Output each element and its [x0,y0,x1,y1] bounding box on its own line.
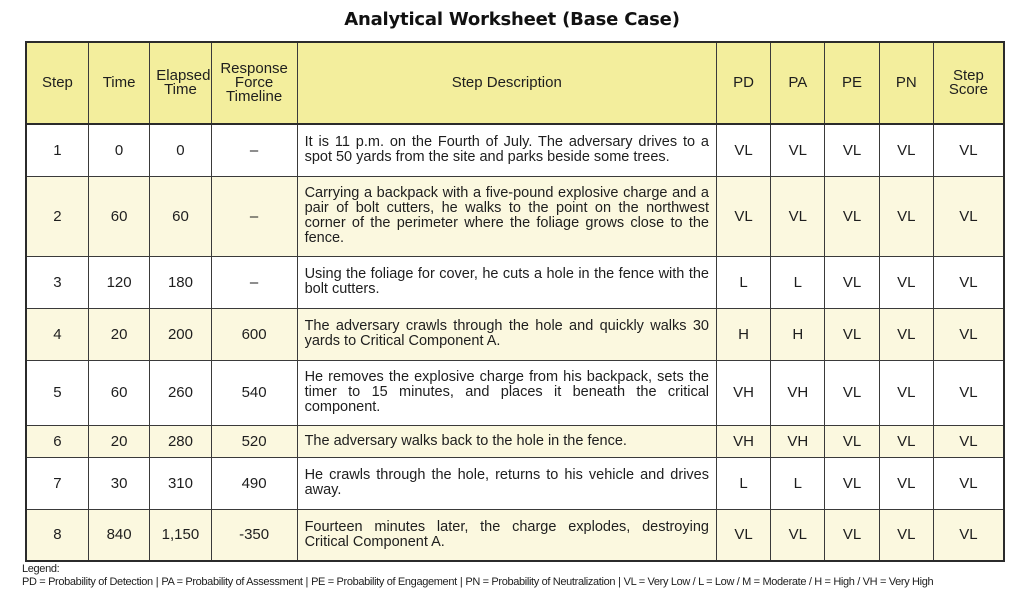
description-text: It is 11 p.m. on the Fourth of July. The adversary drives to a spot 50 yards from the site and parks beside some trees. [304,134,709,166]
legend-separator: | [618,576,621,588]
cell-time: 0 [88,124,149,176]
cell-elapsed-time: 60 [150,176,211,256]
table-row [26,360,1004,425]
table-row [26,308,1004,360]
table-row [26,176,1004,256]
cell-elapsed-time: 180 [150,256,211,308]
cell-pa: L [771,256,825,308]
cell-pd: VL [716,124,770,176]
cell-response-force: -350 [211,509,297,561]
cell-pa: VH [771,360,825,425]
cell-time: 60 [88,360,149,425]
description-text: Carrying a backpack with a five-pound explosive charge and a pair of bolt cutters, he walks to the point on the northwest corner of the perimeter where the foliage grows close to the fence. [304,185,709,246]
cell-response-force: 520 [211,425,297,457]
cell-pa: VH [771,425,825,457]
cell-time: 60 [88,176,149,256]
description-text: He removes the explosive charge from his backpack, sets the timer to 15 minutes, and places it beneath the critical component. [304,369,709,415]
legend-separator: | [459,576,463,588]
legend-items [22,576,933,589]
legend-item-levels: VL = Very Low / L = Low / M = Moderate / H = High / VH = Very High [623,576,934,588]
col-header-response-force-timeline: Response Force Timeline [211,42,297,124]
description-text: Using the foliage for cover, he cuts a hole in the fence with the bolt cutters. [304,266,709,297]
cell-elapsed-time: 0 [150,124,211,176]
cell-step-score: VL [933,457,1004,509]
cell-pd: L [716,457,770,509]
cell-step: 5 [26,360,88,425]
cell-step-score: VL [933,124,1004,176]
cell-description [297,425,716,457]
table-row [26,256,1004,308]
analytical-worksheet-table [25,41,1005,562]
cell-pe: VL [825,425,879,457]
legend-label: Legend: [22,563,60,575]
cell-response-force: – [211,176,297,256]
col-header-pe: PE [825,42,879,124]
cell-pa: VL [771,124,825,176]
cell-pd: VL [716,176,770,256]
cell-step: 8 [26,509,88,561]
cell-pd: VH [716,425,770,457]
col-header-pa: PA [771,42,825,124]
cell-pd: VH [716,360,770,425]
col-header-pd: PD [716,42,770,124]
header-row [26,42,1004,124]
cell-pa: VL [771,509,825,561]
cell-time: 840 [88,509,149,561]
cell-pn: VL [879,360,933,425]
cell-pn: VL [879,425,933,457]
cell-pe: VL [825,256,879,308]
cell-pn: VL [879,256,933,308]
cell-description [297,509,716,561]
legend-item-pa: PA = Probability of Assessment [161,576,303,588]
cell-time: 30 [88,457,149,509]
cell-description [297,360,716,425]
cell-elapsed-time: 260 [150,360,211,425]
cell-pd: VL [716,509,770,561]
cell-step: 3 [26,256,88,308]
legend [22,563,933,589]
cell-description [297,256,716,308]
cell-pe: VL [825,509,879,561]
description-text: Fourteen minutes later, the charge explodes, destroying Critical Component A. [304,518,709,550]
cell-pn: VL [879,176,933,256]
table-row [26,124,1004,176]
cell-time: 20 [88,425,149,457]
cell-pn: VL [879,124,933,176]
table-row [26,457,1004,509]
cell-pa: VL [771,176,825,256]
cell-description [297,457,716,509]
cell-pd: H [716,308,770,360]
cell-response-force: 600 [211,308,297,360]
cell-step: 4 [26,308,88,360]
description-text: He crawls through the hole, returns to his vehicle and drives away. [304,467,709,498]
cell-pd: L [716,256,770,308]
table-row [26,509,1004,561]
worksheet-title: Analytical Worksheet (Base Case) [344,9,680,30]
col-header-time: Time [88,42,149,124]
legend-separator: | [155,576,159,588]
cell-step: 1 [26,124,88,176]
cell-step: 6 [26,425,88,457]
cell-step-score: VL [933,360,1004,425]
legend-separator: | [305,576,309,588]
cell-time: 20 [88,308,149,360]
col-header-elapsed-time: Elapsed Time [150,42,211,124]
cell-response-force: 490 [211,457,297,509]
cell-elapsed-time: 200 [150,308,211,360]
cell-description [297,308,716,360]
cell-pn: VL [879,457,933,509]
cell-pa: H [771,308,825,360]
col-header-step-description: Step Description [297,42,716,124]
cell-response-force: – [211,124,297,176]
cell-pn: VL [879,509,933,561]
col-header-pn: PN [879,42,933,124]
description-text: The adversary walks back to the hole in the fence. [304,432,627,449]
col-header-step-score: Step Score [933,42,1004,124]
cell-step-score: VL [933,308,1004,360]
cell-elapsed-time: 280 [150,425,211,457]
cell-pe: VL [825,124,879,176]
cell-step: 7 [26,457,88,509]
cell-pa: L [771,457,825,509]
cell-pe: VL [825,176,879,256]
cell-pe: VL [825,360,879,425]
legend-item-pe: PE = Probability of Engagement [311,576,457,588]
cell-description [297,124,716,176]
cell-step-score: VL [933,256,1004,308]
table-row [26,425,1004,457]
cell-pe: VL [825,308,879,360]
description-text: The adversary crawls through the hole and quickly walks 30 yards to Critical Component A. [304,318,709,349]
cell-pn: VL [879,308,933,360]
cell-step-score: VL [933,509,1004,561]
legend-item-pd: PD = Probability of Detection [22,576,153,588]
cell-step-score: VL [933,176,1004,256]
cell-elapsed-time: 1,150 [150,509,211,561]
legend-item-pn: PN = Probability of Neutralization [465,576,616,588]
cell-elapsed-time: 310 [150,457,211,509]
cell-step-score: VL [933,425,1004,457]
cell-response-force: – [211,256,297,308]
cell-time: 120 [88,256,149,308]
cell-step: 2 [26,176,88,256]
col-header-step: Step [26,42,88,124]
cell-response-force: 540 [211,360,297,425]
cell-pe: VL [825,457,879,509]
cell-description [297,176,716,256]
